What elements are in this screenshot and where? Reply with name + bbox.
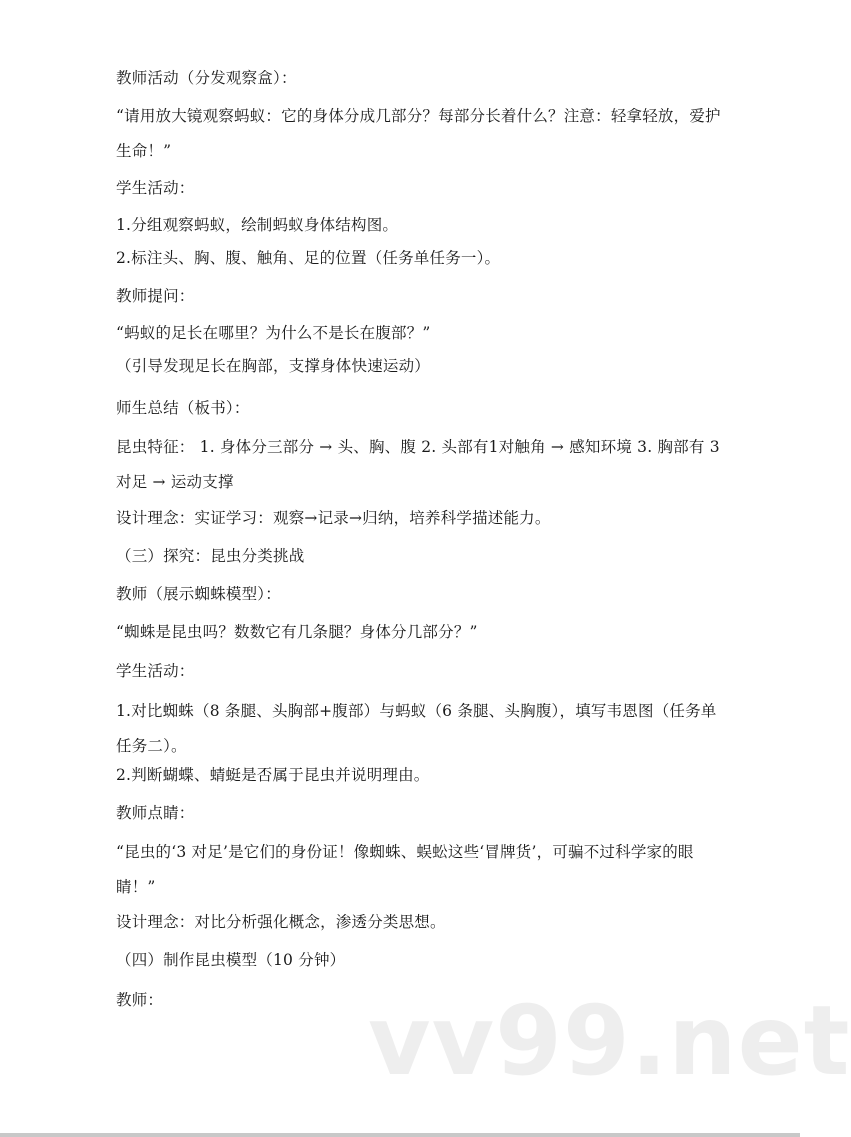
watermark: vv99.net <box>368 985 851 1097</box>
spider-question: “蜘蛛是昆虫吗？数数它有几条腿？身体分几部分？” <box>116 623 478 641</box>
teacher-highlight-quote: “昆虫的‘3 对足’是它们的身份证！像蜘蛛、蜈蚣这些‘冒牌货’，可骗不过科学家的眼睛！” <box>116 843 694 896</box>
insect-features-paragraph: 昆虫特征： 1. 身体分三部分 → 头、胸、腹 2. 头部有1对触角 → 感知环境 3. 胸部有 3 对足 → 运动支撑 <box>116 438 720 491</box>
page-bottom-divider <box>0 1133 800 1137</box>
student-activity-heading: 学生活动： <box>116 179 195 197</box>
student-activity-item-1: 1.分组观察蚂蚁，绘制蚂蚁身体结构图。 <box>116 216 399 234</box>
summary-heading: 师生总结（板书）： <box>116 399 250 417</box>
section-3-heading: （三）探究：昆虫分类挑战 <box>116 547 305 565</box>
compare-task-paragraph: 1.对比蜘蛛（8 条腿、头胸部+腹部）与蚂蚁（6 条腿、头胸腹），填写韦恩图（任务单任务二）。 <box>116 702 717 755</box>
teacher-activity-heading: 教师活动（分发观察盒）： <box>116 69 297 87</box>
design-concept-1: 设计理念：实证学习：观察→记录→归纳，培养科学描述能力。 <box>116 509 551 527</box>
student-activity-heading-2: 学生活动： <box>116 662 195 680</box>
teacher-quote-paragraph: “请用放大镜观察蚂蚁：它的身体分成几部分？每部分长着什么？注意：轻拿轻放，爱护生命！” <box>116 107 721 160</box>
judge-task-item: 2.判断蝴蝶、蜻蜓是否属于昆虫并说明理由。 <box>116 766 430 784</box>
guidance-note: （引导发现足长在胸部，支撑身体快速运动） <box>116 357 431 375</box>
design-concept-2: 设计理念：对比分析强化概念，渗透分类思想。 <box>116 913 446 931</box>
student-activity-item-2: 2.标注头、胸、腹、触角、足的位置（任务单任务一）。 <box>116 249 501 267</box>
teacher-highlight-heading: 教师点睛： <box>116 804 195 822</box>
teacher-question-heading: 教师提问： <box>116 287 195 305</box>
teacher-spider-heading: 教师（展示蜘蛛模型）： <box>116 585 281 603</box>
teacher-question-text: “蚂蚁的足长在哪里？为什么不是长在腹部？” <box>116 324 431 342</box>
teacher-final-heading: 教师： <box>116 991 164 1009</box>
section-4-heading: （四）制作昆虫模型（10 分钟） <box>116 951 346 969</box>
